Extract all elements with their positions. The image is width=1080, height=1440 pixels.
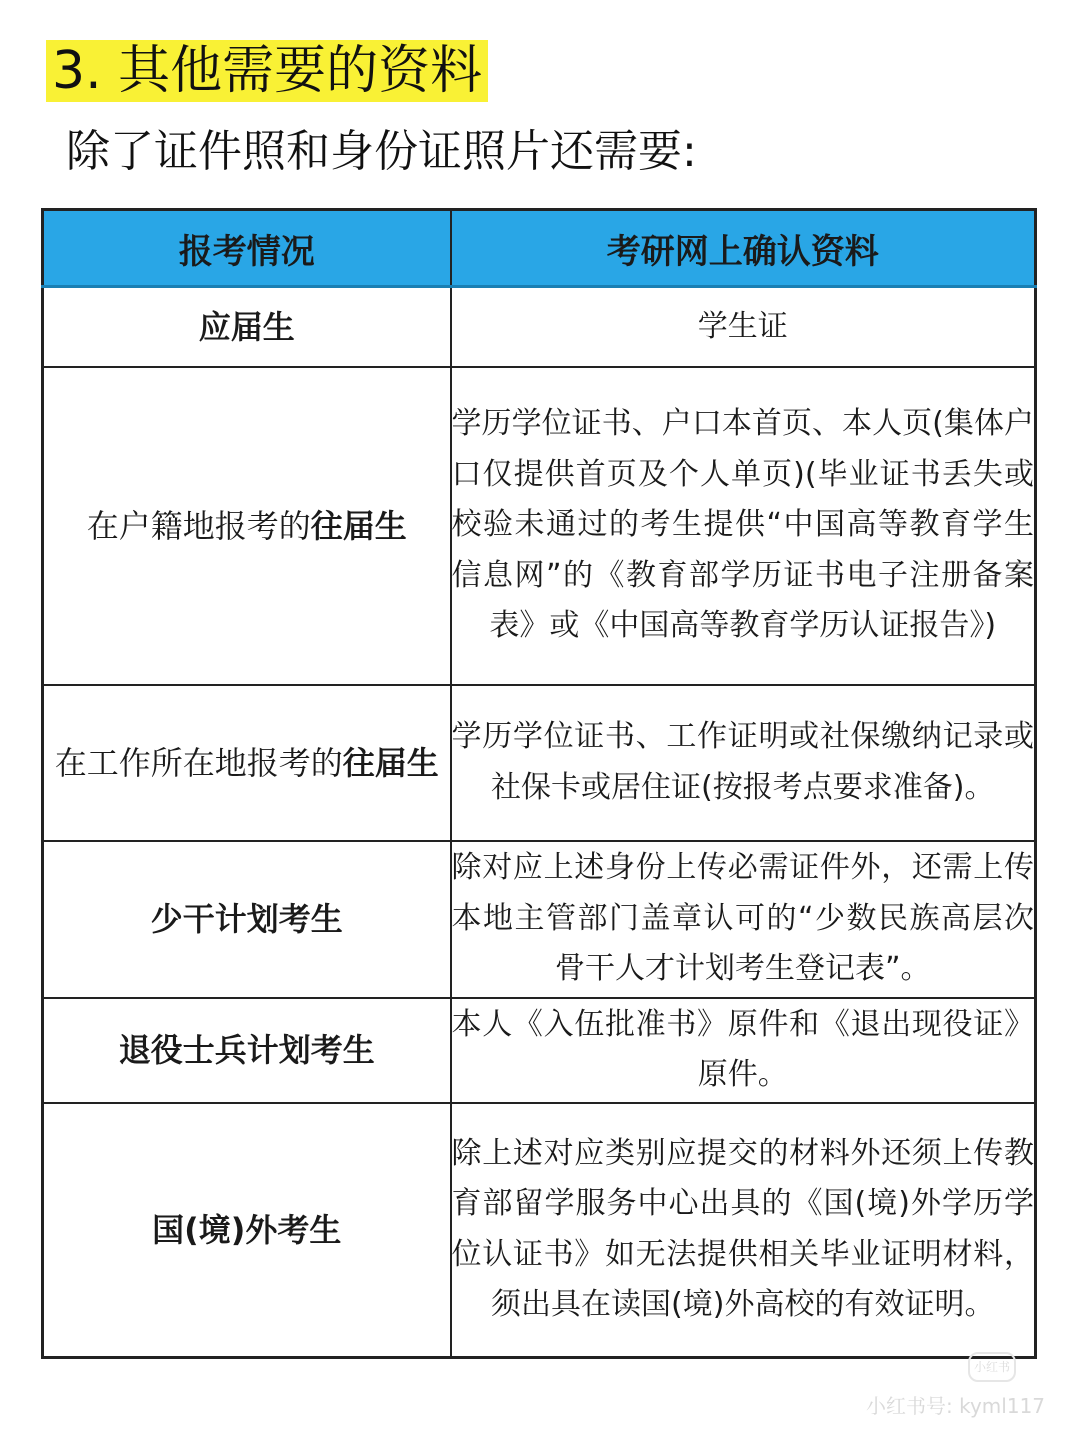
table-row [43,367,1036,685]
requirements-table [41,208,1037,1359]
category-cell [43,998,451,1103]
category-cell [43,1103,451,1358]
category-bold-text: 退役士兵计划考生 [118,1031,375,1069]
material-cell: 学历学位证书、工作证明或社保缴纳记录或社保卡或居住证(按报考点要求准备)。 [451,685,1036,841]
material-cell: 学历学位证书、户口本首页、本人页(集体户口仅提供首页及个人单页)(毕业证书丢失或校验未通过的考生提供“中国高等教育学生信息网”的《教育部学历证书电子注册备案表》或《中国高等教育学历认证报告》) [451,367,1036,685]
table-header-row [43,210,1036,287]
category-bold-text: 往届生 [310,506,407,545]
category-cell [43,367,451,685]
material-cell: 学生证 [451,287,1036,367]
table-row [43,685,1036,841]
material-cell: 本人《入伍批准书》原件和《退出现役证》原件。 [451,998,1036,1103]
material-cell: 除对应上述身份上传必需证件外，还需上传本地主管部门盖章认可的“少数民族高层次骨干人才计划考生登记表”。 [451,841,1036,998]
header-category: 报考情况 [43,210,451,287]
table-row [43,1103,1036,1358]
table-row [43,998,1036,1103]
category-cell [43,287,451,367]
category-cell [43,685,451,841]
material-cell: 除上述对应类别应提交的材料外还须上传教育部留学服务中心出具的《国(境)外学历学位认证书》如无法提供相关毕业证明材料，须出具在读国(境)外高校的有效证明。 [451,1103,1036,1358]
category-cell [43,841,451,998]
category-bold-text: 往届生 [342,743,439,782]
category-text: 在工作所在地报考的 [54,743,343,782]
category-bold-text: 应届生 [198,307,295,346]
table-row [43,287,1036,367]
subtitle: 除了证件照和身份证照片还需要: [66,126,697,177]
header-materials: 考研网上确认资料 [451,210,1036,287]
section-heading: 3. 其他需要的资料 [46,40,488,102]
category-bold-text: 少干计划考生 [150,900,343,938]
category-text: 在户籍地报考的 [86,506,311,545]
category-bold-text: 国(境)外考生 [152,1210,342,1249]
table-row [43,841,1036,998]
watermark-text: 小红书号: kyml117 [866,1394,1046,1418]
watermark-logo: 小红书 [968,1352,1016,1382]
